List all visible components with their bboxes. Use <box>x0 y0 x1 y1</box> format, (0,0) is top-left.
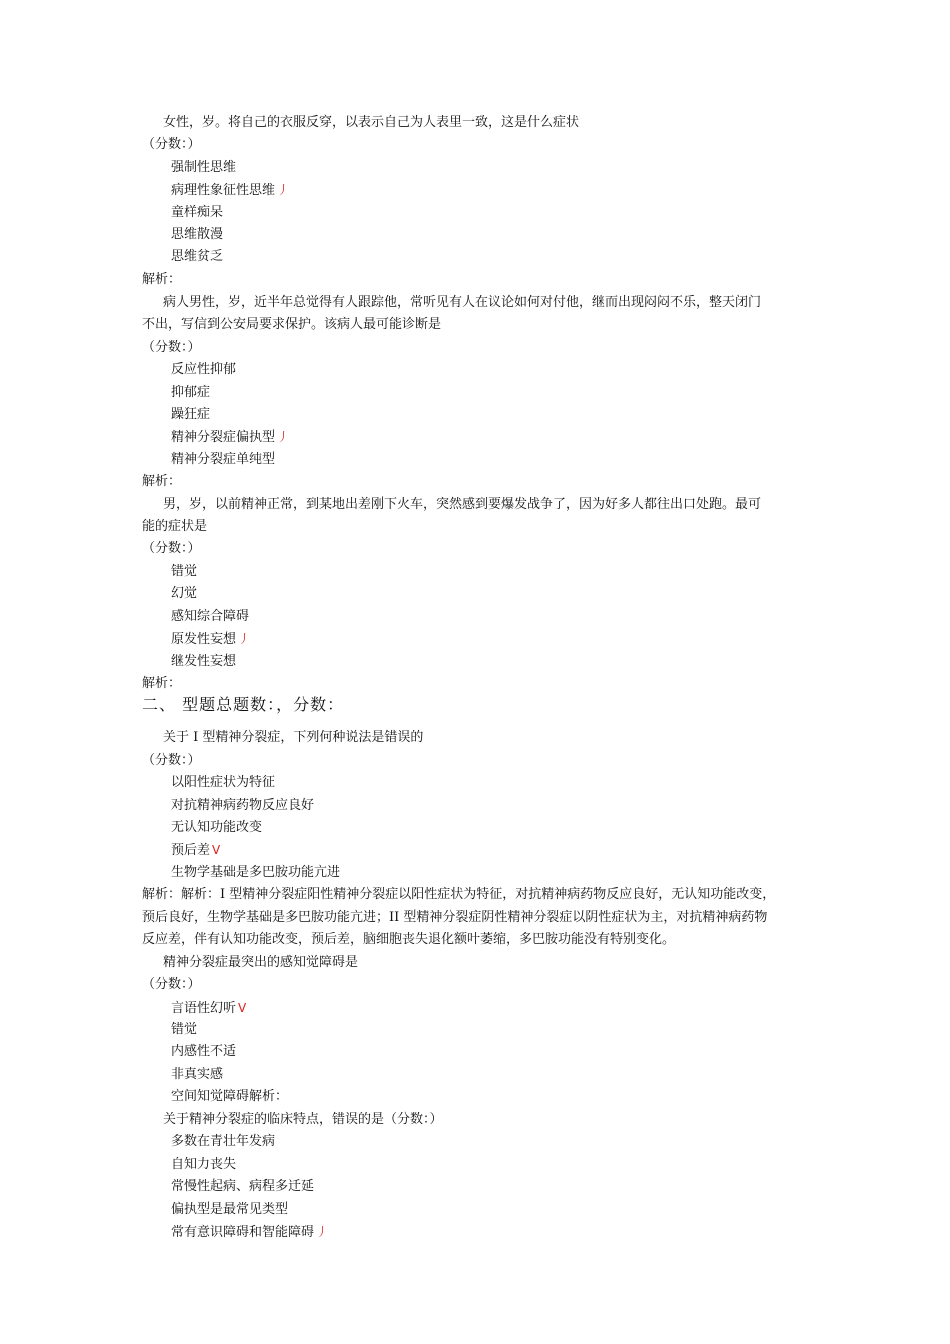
line-text: 内感性不适 <box>171 1044 237 1059</box>
text-line <box>171 631 250 648</box>
text-line <box>171 1089 288 1105</box>
text-line <box>171 1022 197 1038</box>
text-line <box>142 932 675 948</box>
text-line <box>171 385 210 401</box>
line-text: 反应差，伴有认知功能改变，预后差，脑细胞丧失退化额叶萎缩，多巴胺功能没有特别变化。 <box>142 932 676 947</box>
line-text: 躁狂症 <box>171 407 211 422</box>
text-line <box>171 227 223 243</box>
text-line <box>171 429 289 446</box>
line-text: 童样痴呆 <box>171 205 224 220</box>
text-line <box>142 676 181 692</box>
text-line <box>171 1157 236 1173</box>
section-heading <box>142 696 344 714</box>
text-line <box>171 1202 288 1218</box>
text-line <box>171 820 262 836</box>
line-text: 常慢性起病、病程多迁延 <box>171 1179 315 1194</box>
text-line <box>171 249 223 265</box>
line-text: 以阳性症状为特征 <box>171 775 276 790</box>
text-line <box>142 317 441 333</box>
line-text: 思维散漫 <box>171 227 224 242</box>
correct-answer-mark: 丿 <box>277 430 290 444</box>
correct-answer-mark: 丿 <box>316 1225 329 1239</box>
text-line <box>171 609 249 625</box>
line-text: 男，岁，以前精神正常，到某地出差刚下火车，突然感到要爆发战争了，因为好多人都往出口处跑。最可 <box>163 497 762 512</box>
text-line <box>163 295 761 311</box>
line-text: 关于 I 型精神分裂症，下列何种说法是错误的 <box>163 730 424 745</box>
line-text: 对抗精神病药物反应良好 <box>171 798 315 813</box>
line-text: 精神分裂症单纯型 <box>171 452 276 467</box>
text-line <box>163 115 579 131</box>
line-text: 解析：解析：I 型精神分裂症阳性精神分裂症以阳性症状为特征，对抗精神病药物反应良好，无认知功能改变， <box>142 887 776 902</box>
correct-answer-mark: 丿 <box>238 632 251 646</box>
text-line <box>142 541 201 557</box>
line-text: （分数：） <box>142 340 201 355</box>
line-text: 抑郁症 <box>171 385 211 400</box>
line-text: 预后差 <box>171 843 211 858</box>
text-line <box>142 474 181 490</box>
text-line <box>171 452 275 468</box>
text-line <box>171 775 275 791</box>
text-line <box>171 865 340 881</box>
line-text: 偏执型是最常见类型 <box>171 1202 289 1217</box>
text-line <box>171 1224 328 1241</box>
text-line <box>171 798 314 814</box>
line-text: 言语性幻听 <box>171 1001 237 1016</box>
text-line <box>171 1134 275 1150</box>
line-text: （分数：） <box>142 753 201 768</box>
line-text: 精神分裂症最突出的感知觉障碍是 <box>163 955 359 970</box>
text-line <box>142 977 201 993</box>
line-text: 二、 型题总题数：，分数： <box>142 695 345 714</box>
line-text: 病理性象征性思维 <box>171 183 276 198</box>
line-text: 幻觉 <box>171 586 198 601</box>
text-line <box>171 1067 223 1083</box>
line-text: 强制性思维 <box>171 160 237 175</box>
line-text: （分数：） <box>142 977 201 992</box>
line-text: 病人男性，岁，近半年总觉得有人跟踪他，常听见有人在议论如何对付他，继而出现闷闷不乐，整天闭门 <box>163 295 762 310</box>
text-line <box>142 272 181 288</box>
text-line <box>142 519 207 535</box>
text-line <box>142 910 767 926</box>
line-text: 女性，岁。将自己的衣服反穿，以表示自己为人表里一致，这是什么症状 <box>163 115 580 130</box>
line-text: 无认知功能改变 <box>171 820 263 835</box>
correct-answer-mark: V <box>238 1001 247 1015</box>
line-text: 解析： <box>142 272 182 287</box>
line-text: 错觉 <box>171 1022 198 1037</box>
text-line <box>171 586 197 602</box>
text-line <box>163 1112 443 1128</box>
text-line <box>171 362 236 378</box>
text-line <box>142 753 201 769</box>
line-text: 错觉 <box>171 564 198 579</box>
text-line <box>142 340 201 356</box>
text-line <box>171 1179 314 1195</box>
line-text: 感知综合障碍 <box>171 609 250 624</box>
line-text: （分数：） <box>142 137 201 152</box>
line-text: （分数：） <box>142 541 201 556</box>
line-text: 自知力丧失 <box>171 1157 237 1172</box>
line-text: 预后良好，生物学基础是多巴胺功能亢进；II 型精神分裂症阴性精神分裂症以阴性症状为主，对抗精神病药物 <box>142 910 768 925</box>
text-line <box>171 564 197 580</box>
line-text: 常有意识障碍和智能障碍 <box>171 1225 315 1240</box>
text-line <box>163 730 423 746</box>
text-line <box>163 497 761 513</box>
line-text: 思维贫乏 <box>171 249 224 264</box>
line-text: 精神分裂症偏执型 <box>171 430 276 445</box>
text-line <box>171 205 223 221</box>
line-text: 继发性妄想 <box>171 654 237 669</box>
text-line <box>163 955 358 971</box>
text-line <box>142 887 775 903</box>
text-line <box>171 654 236 670</box>
text-line <box>171 842 220 859</box>
correct-answer-mark: V <box>212 843 221 857</box>
line-text: 解析： <box>142 676 182 691</box>
line-text: 关于精神分裂症的临床特点，错误的是（分数：） <box>163 1112 443 1127</box>
text-line <box>171 1000 246 1017</box>
text-line <box>171 182 289 199</box>
line-text: 多数在青壮年发病 <box>171 1134 276 1149</box>
line-text: 空间知觉障碍解析： <box>171 1089 289 1104</box>
correct-answer-mark: 丿 <box>277 183 290 197</box>
line-text: 不出，写信到公安局要求保护。该病人最可能诊断是 <box>142 317 442 332</box>
text-line <box>142 137 201 153</box>
line-text: 非真实感 <box>171 1067 224 1082</box>
text-line <box>171 160 236 176</box>
text-line <box>171 407 210 423</box>
line-text: 原发性妄想 <box>171 632 237 647</box>
text-line <box>171 1044 236 1060</box>
line-text: 解析： <box>142 474 182 489</box>
line-text: 能的症状是 <box>142 519 208 534</box>
line-text: 反应性抑郁 <box>171 362 237 377</box>
line-text: 生物学基础是多巴胺功能亢进 <box>171 865 341 880</box>
